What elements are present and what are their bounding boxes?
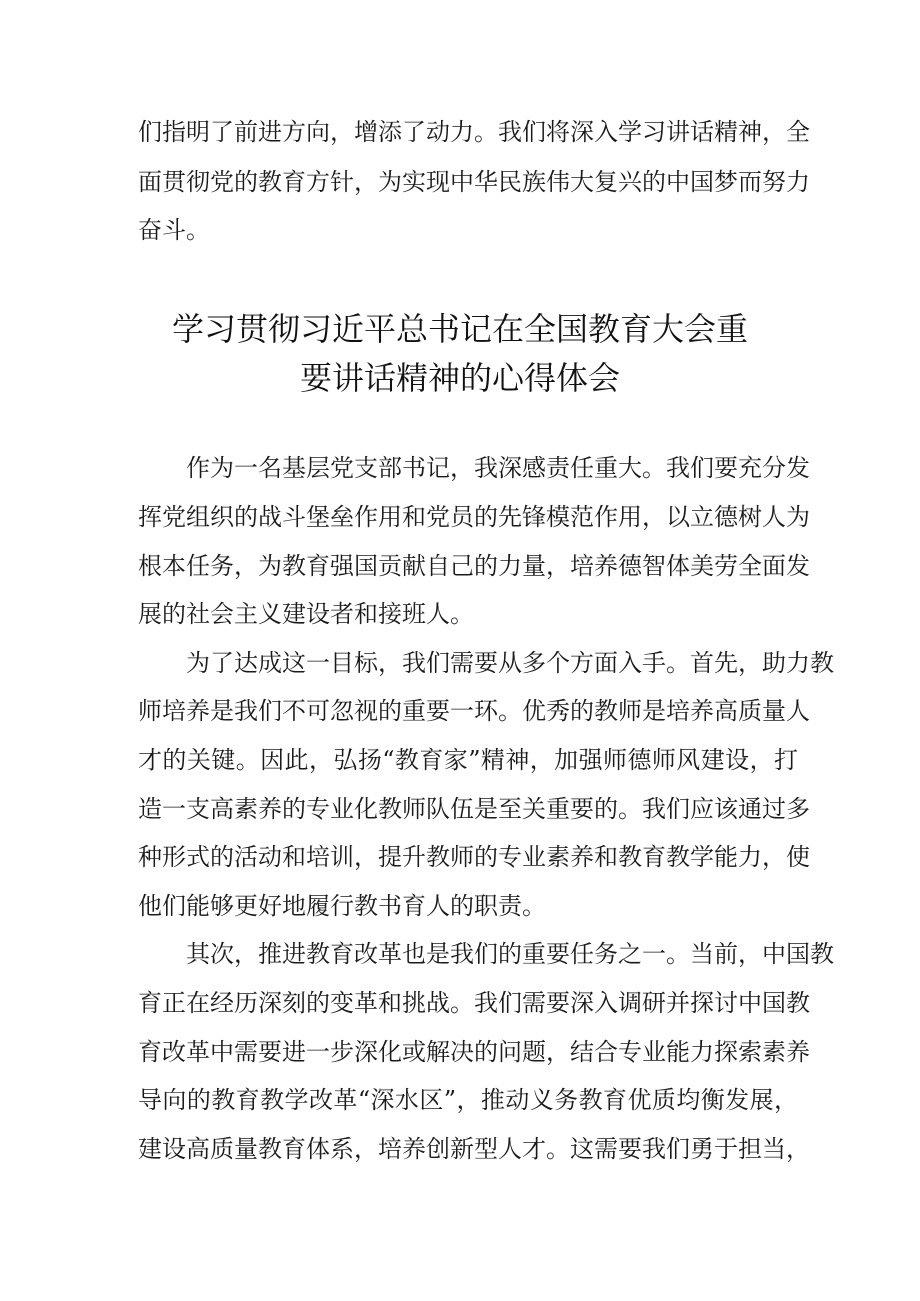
paragraph-line: 为了达成这一目标，我们需要从多个方面入手。首先，助力教 xyxy=(186,649,834,677)
fragment-line: 面贯彻党的教育方针，为实现中华民族伟大复兴的中国梦而努力 xyxy=(138,168,810,196)
paragraph-line: 展的社会主义建设者和接班人。 xyxy=(138,600,474,628)
article-title-line: 要讲话精神的心得体会 xyxy=(299,359,620,397)
paragraph-line: 建设高质量教育体系，培养创新型人才。这需要我们勇于担当， xyxy=(138,1135,810,1163)
paragraph-line: 育正在经历深刻的变革和挑战。我们需要深入调研并探讨中国教 xyxy=(138,989,810,1017)
paragraph-line: 他们能够更好地履行教书育人的职责。 xyxy=(138,892,546,920)
fragment-line: 奋斗。 xyxy=(138,216,210,244)
paragraph-line: 才的关键。因此，弘扬“教育家”精神，加强师德师风建设，打 xyxy=(138,746,798,774)
paragraph-line: 导向的教育教学改革“深水区”，推动义务教育优质均衡发展， xyxy=(138,1086,798,1114)
paragraph-line: 其次，推进教育改革也是我们的重要任务之一。当前，中国教 xyxy=(186,940,834,968)
paragraph-line: 种形式的活动和培训，提升教师的专业素养和教育教学能力，使 xyxy=(138,843,810,871)
paragraph-line: 作为一名基层党支部书记，我深感责任重大。我们要充分发 xyxy=(186,454,810,482)
paragraph-line: 育改革中需要进一步深化或解决的问题，结合专业能力探索素养 xyxy=(138,1038,810,1066)
paragraph-line: 挥党组织的战斗堡垒作用和党员的先锋模范作用，以立德树人为 xyxy=(138,503,810,531)
paragraph-line: 造一支高素养的专业化教师队伍是至关重要的。我们应该通过多 xyxy=(138,795,810,823)
article-title-line: 学习贯彻习近平总书记在全国教育大会重 xyxy=(171,310,748,348)
paragraph-line: 师培养是我们不可忽视的重要一环。优秀的教师是培养高质量人 xyxy=(138,697,810,725)
fragment-line: 们指明了前进方向，增添了动力。我们将深入学习讲话精神，全 xyxy=(138,118,810,146)
paragraph-line: 根本任务，为教育强国贡献自己的力量，培养德智体美劳全面发 xyxy=(138,552,810,580)
